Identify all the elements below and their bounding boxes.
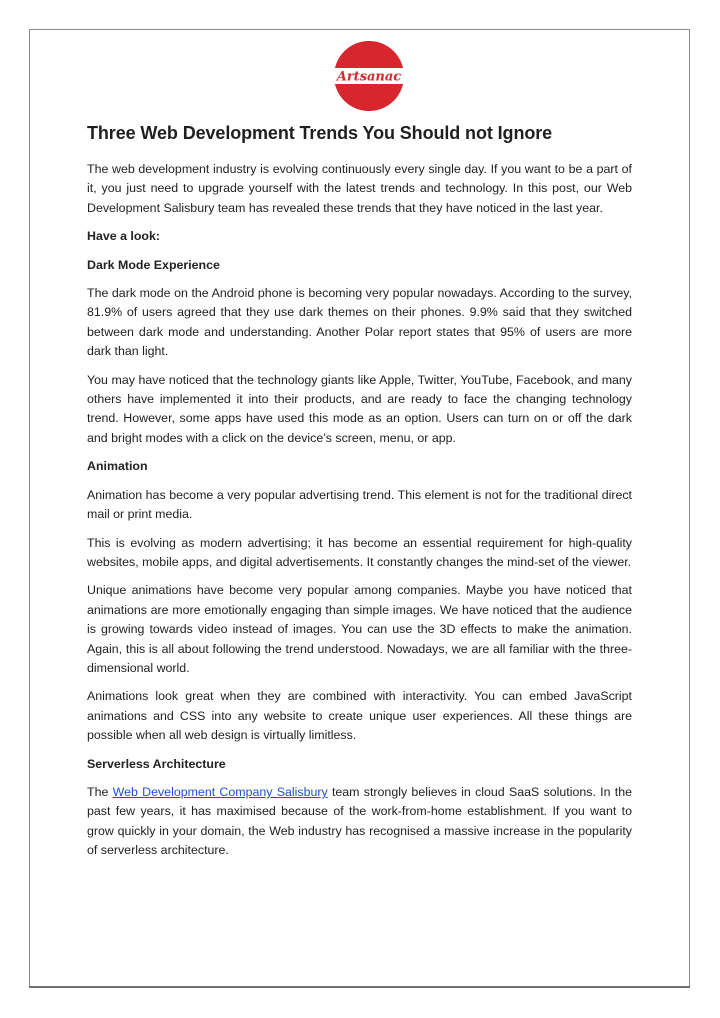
animation-paragraph-2: This is evolving as modern advertising; it has become an essential requirement for high-quality websites, mobile apps, and digital advertisements. It constantly changes the mind-set of the viewer. <box>87 535 632 569</box>
web-development-company-link[interactable]: Web Development Company Salisbury <box>112 784 328 799</box>
dark-mode-heading: Dark Mode Experience <box>87 257 220 272</box>
dark-mode-paragraph-2: You may have noticed that the technology giants like Apple, Twitter, YouTube, Facebook, and many others have implemented it into their products, and are ready to face the changing technology trend. However, some apps have used this mode as an option. Users can turn on or off the dark and bright modes with a click on the device’s screen, menu, or app. <box>87 372 632 445</box>
serverless-heading: Serverless Architecture <box>87 756 226 771</box>
serverless-text-after: team strongly believes in cloud SaaS solutions. In the past few years, it has maximised because of the work-from-home establishment. If you want to grow quickly in your domain, the Web industry has recognised a massive increase in the popularity of serverless architecture. <box>87 784 632 858</box>
page-bottom-border <box>29 986 690 988</box>
dark-mode-paragraph-1: The dark mode on the Android phone is becoming very popular nowadays. According to the survey, 81.9% of users agreed that they use dark themes on their phones. 9.9% said that they switched between dark mode and understanding. Another Polar report states that 95% of users are more dark than light. <box>87 286 632 359</box>
intro-paragraph: The web development industry is evolving continuously every single day. If you want to be a part of it, you just need to upgrade yourself with the latest trends and technology. In this post, our Web Development Salisbury team has revealed these trends that they have noticed in the last year. <box>87 162 632 215</box>
artsanac-logo <box>326 40 412 112</box>
page-title: Three Web Development Trends You Should not Ignore <box>87 123 553 143</box>
animation-heading: Animation <box>87 459 148 474</box>
article <box>87 120 632 870</box>
animation-paragraph-4: Animations look great when they are combined with interactivity. You can embed JavaScript animations and CSS into any website to create unique user experiences. All these things are possible when all web design is virtually limitless. <box>87 689 632 743</box>
logo-wordmark: Artsanac <box>336 69 402 85</box>
animation-paragraph-1: Animation has become a very popular advertising trend. This element is not for the traditional direct mail or print media. <box>87 487 632 522</box>
serverless-text-before: The <box>87 784 113 799</box>
animation-paragraph-3: Unique animations have become very popular among companies. Maybe you have noticed that animations are more emotionally engaging than simple images. We have noticed that the audience is growing towards video instead of images. You can use the 3D effects to make the animation. Again, this is all about following the trend understood. Nowadays, we are all familiar with the three-dimensional world. <box>87 583 632 675</box>
have-a-look-heading: Have a look: <box>87 229 160 244</box>
serverless-paragraph <box>87 783 632 861</box>
